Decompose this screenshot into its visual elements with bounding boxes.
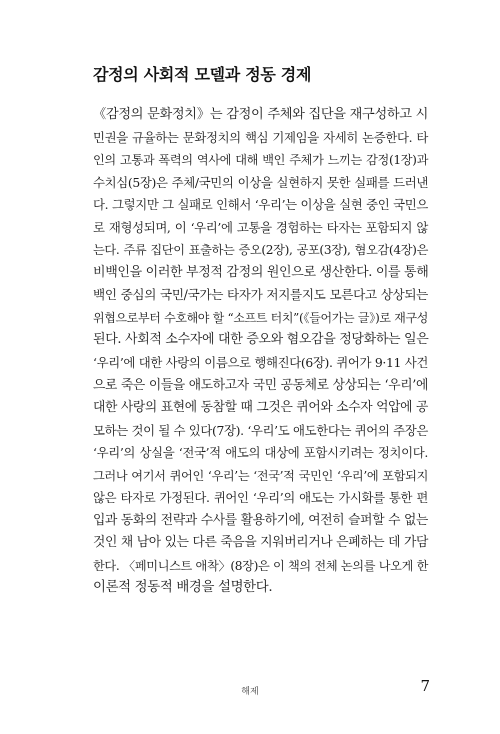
text-line: 대한 사랑의 표현에 동참할 때 그것은 퀴어와 소수자 억압에 공: [93, 400, 428, 416]
running-title: 해제: [241, 687, 259, 697]
text-line: 위협으로부터 수호해야 할 “소프트 터치”(《들어가는 글》)로 재구성: [93, 310, 428, 325]
text-line: 이론적 정동적 배경을 설명한다.: [93, 580, 273, 596]
text-line: ‘우리’의 상실을 ‘전국’적 애도의 대상에 포함시키려는 정치이다.: [93, 445, 428, 461]
text-line: 로 재형성되며, 이 ‘우리’에 고통을 경험하는 타자는 포함되지 않: [93, 219, 428, 235]
page-number: 7: [420, 677, 430, 695]
text-line: 비백인을 이러한 부정적 감정의 원인으로 생산한다. 이를 통해: [93, 264, 429, 280]
text-line: 한다. 〈페미니스트 애착〉(8장)은 이 책의 전체 논의를 나오게 한: [93, 558, 428, 573]
text-line: 것인 채 남아 있는 다른 죽음을 지워버리거나 은폐하는 데 가담: [93, 535, 428, 551]
text-line: 는다. 주류 집단이 표출하는 증오(2장), 공포(3장), 혐오감(4장)은: [93, 243, 428, 258]
text-line: 된다. 사회적 소수자에 대한 증오와 혐오감을 정당화하는 일은: [93, 332, 429, 348]
text-line: 입과 동화의 전략과 수사를 활용하기에, 여전히 슬퍼할 수 없는: [93, 512, 428, 528]
text-line: ‘우리’에 대한 사랑의 이름으로 행해진다(6장). 퀴어가 9·11 사건: [93, 355, 428, 371]
text-line: 않은 타자로 가정된다. 퀴어인 ‘우리’의 애도는 가시화를 통한 편: [93, 490, 428, 506]
text-line: 그러나 여기서 퀴어인 ‘우리’는 ‘전국’적 국민인 ‘우리’에 포함되지: [93, 468, 428, 483]
text-line: 《감정의 문화정치》는 감정이 주체와 집단을 재구성하고 시: [93, 107, 428, 122]
text-line: 모하는 것이 될 수 있다(7장). ‘우리’도 애도한다는 퀴어의 주장은: [93, 422, 428, 438]
text-line: 민권을 규율하는 문화정치의 핵심 기제임을 자세히 논증한다. 타: [93, 129, 428, 145]
text-line: 인의 고통과 폭력의 역사에 대해 백인 주체가 느끼는 감정(1장)과: [93, 153, 428, 168]
text-line: 으로 죽은 이들을 애도하고자 국민 공동체로 상상되는 ‘우리’에: [93, 377, 428, 393]
body-paragraph: [93, 104, 428, 600]
text-line: 백인 중심의 국민/국가는 타자가 저지를지도 모른다고 상상되는: [93, 287, 428, 303]
text-line: 다. 그렇지만 그 실패로 인해서 ‘우리’는 이상을 실현 중인 국민으: [93, 197, 428, 213]
text-line: 수치심(5장)은 주체/국민의 이상을 실현하지 못한 실패를 드러낸: [93, 174, 428, 190]
section-heading: 감정의 사회적 모델과 정동 경제: [93, 65, 312, 84]
